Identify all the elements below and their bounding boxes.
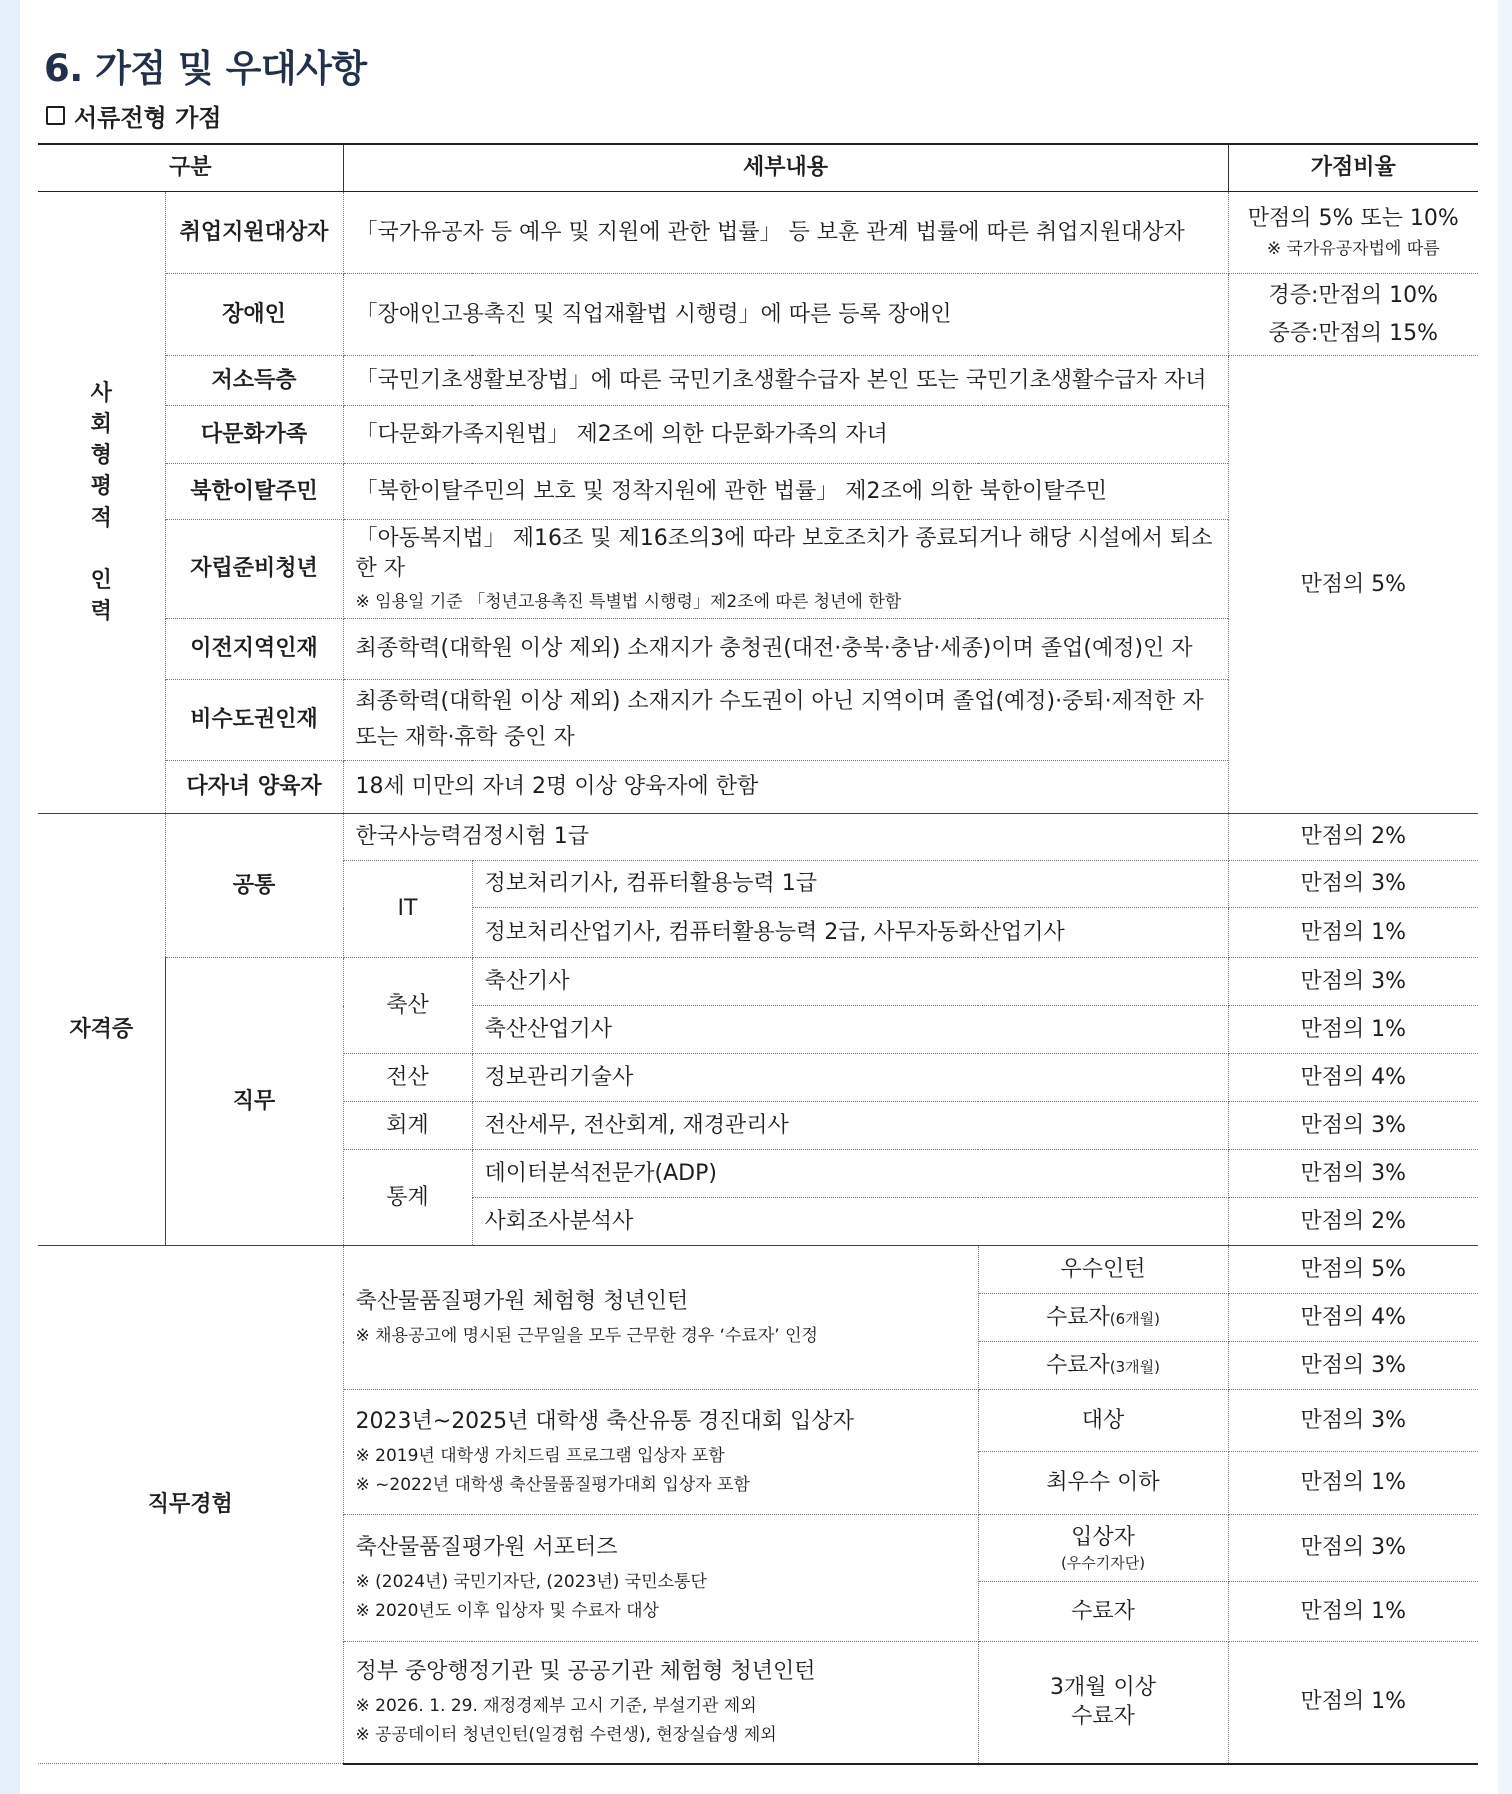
rate-text: 만점의 5% 또는 10% (1247, 206, 1459, 232)
group-social-text (88, 378, 114, 628)
exp-block-note: ※ 공공데이터 청년인턴(일경험 수련생), 현장실습생 제외 (355, 1725, 777, 1746)
vertical-char: 평 (90, 474, 112, 500)
detail-cell: 사회조사분석사 (472, 1198, 1228, 1246)
cat-statistics: 통계 (343, 1150, 472, 1246)
level-text: 3개월 이상 (1050, 1674, 1157, 1700)
rate-cell: 만점의 3% (1228, 1102, 1478, 1150)
detail-cell: 「국가유공자 등 예우 및 지원에 관한 법률」 등 보훈 관계 법률에 따른 취업지원대상자 (343, 192, 1228, 274)
rate-cell (1228, 274, 1478, 356)
sub-category: 다문화가족 (165, 406, 343, 464)
rate-text-2: 중증:만점의 15% (1268, 320, 1439, 346)
exp-block-note: ※ (2024년) 국민기자단, (2023년) 국민소통단 (355, 1571, 707, 1592)
vertical-char: 적 (90, 505, 112, 531)
left-margin-strip (0, 0, 20, 1794)
exp-block-detail (343, 1515, 978, 1642)
detail-text: 「아동복지법」 제16조 및 제16조의3에 따라 보호조치가 종료되거나 해당 시설에서 퇴소한 자 (355, 525, 1213, 581)
sub-category: 다자녀 양육자 (165, 761, 343, 814)
header-rate: 가점비율 (1228, 144, 1478, 192)
rate-cell (1228, 192, 1478, 274)
right-margin-strip (1498, 0, 1512, 1794)
header-category: 구분 (38, 144, 343, 192)
sub-category: 이전지역인재 (165, 619, 343, 680)
sub-category: 비수도권인재 (165, 680, 343, 761)
detail-text: 최종학력(대학원 이상 제외) 소재지가 수도권이 아닌 지역이며 졸업(예정)·중퇴·제적한 자 (355, 689, 1204, 715)
detail-cell: 한국사능력검정시험 1급 (343, 814, 1228, 861)
rate-cell: 만점의 3% (1228, 1390, 1478, 1452)
header-detail: 세부내용 (343, 144, 1228, 192)
level-cell (978, 1294, 1228, 1342)
cat-it: IT (343, 861, 472, 958)
vertical-char: 형 (90, 443, 112, 469)
rate-cell: 만점의 1% (1228, 1642, 1478, 1764)
page-title: 6. 가점 및 우대사항 (44, 47, 367, 90)
level-cell: 대상 (978, 1390, 1228, 1452)
table-row (38, 814, 1478, 861)
rate-note: ※ 국가유공자법에 따름 (1266, 238, 1440, 259)
shared-rate-cell: 만점의 5% (1228, 356, 1478, 814)
table-row (38, 1246, 1478, 1294)
rate-cell: 만점의 1% (1228, 908, 1478, 958)
section-subtitle-text: 서류전형 가점 (74, 104, 222, 132)
detail-cell: 축산기사 (472, 958, 1228, 1006)
level-small-text: (우수기자단) (1060, 1553, 1146, 1572)
rate-cell: 만점의 2% (1228, 814, 1478, 861)
exp-block-detail (343, 1390, 978, 1515)
detail-cell: 「국민기초생활보장법」에 따른 국민기초생활수급자 본인 또는 국민기초생활수급자 자녀 (343, 356, 1228, 406)
detail-note: ※ 임용일 기준 「청년고용촉진 특별법 시행령」제2조에 따른 청년에 한함 (355, 592, 902, 613)
detail-cell (343, 520, 1228, 619)
detail-cell: 최종학력(대학원 이상 제외) 소재지가 충청권(대전·충북·충남·세종)이며 졸업(예정)인 자 (343, 619, 1228, 680)
vertical-char: 사 (90, 380, 112, 406)
table-header-row (38, 144, 1478, 192)
detail-cell: 정보처리기사, 컴퓨터활용능력 1급 (472, 861, 1228, 908)
exp-block-title: 2023년~2025년 대학생 축산유통 경진대회 입상자 (355, 1409, 854, 1435)
vertical-char: 회 (90, 411, 112, 437)
detail-cell (343, 680, 1228, 761)
group-experience-label: 직무경험 (38, 1246, 343, 1764)
vertical-char (88, 534, 114, 565)
exp-block-title: 축산물품질평가원 체험형 청년인턴 (355, 1289, 689, 1315)
exp-block-note: ※ 2026. 1. 29. 재정경제부 고시 기준, 부설기관 제외 (355, 1696, 757, 1717)
rate-text: 경증:만점의 10% (1268, 282, 1439, 308)
level-text: 수료자 (1046, 1304, 1110, 1330)
bonus-points-table (38, 143, 1478, 1765)
level-cell: 수료자 (978, 1582, 1228, 1642)
level-text-2: 수료자 (1071, 1704, 1135, 1730)
level-small-text: (6개월) (1109, 1309, 1161, 1328)
rate-cell: 만점의 3% (1228, 1150, 1478, 1198)
exp-block-detail (343, 1246, 978, 1390)
exp-block-note: ※ 2020년도 이후 입상자 및 수료자 대상 (355, 1600, 659, 1621)
detail-cell: 「북한이탈주민의 보호 및 정착지원에 관한 법률」 제2조에 의한 북한이탈주민 (343, 464, 1228, 520)
rate-cell: 만점의 3% (1228, 1515, 1478, 1582)
cat-livestock: 축산 (343, 958, 472, 1054)
rate-cell: 만점의 1% (1228, 1452, 1478, 1515)
rate-cell: 만점의 4% (1228, 1054, 1478, 1102)
vertical-char: 력 (90, 599, 112, 625)
exp-block-title: 정부 중앙행정기관 및 공공기관 체험형 청년인턴 (355, 1659, 816, 1685)
detail-cell: 18세 미만의 자녀 2명 이상 양육자에 한함 (343, 761, 1228, 814)
vertical-char: 인 (90, 567, 112, 593)
rate-cell: 만점의 3% (1228, 861, 1478, 908)
rate-cell: 만점의 5% (1228, 1246, 1478, 1294)
level-cell (978, 1515, 1228, 1582)
exp-block-note: ※ ~2022년 대학생 축산물품질평가대회 입상자 포함 (355, 1474, 750, 1495)
level-small-text: (3개월) (1109, 1357, 1161, 1376)
rate-cell: 만점의 1% (1228, 1006, 1478, 1054)
sub-category: 저소득층 (165, 356, 343, 406)
exp-block-detail (343, 1642, 978, 1764)
level-cell (978, 1642, 1228, 1764)
sub-job-label: 직무 (165, 958, 343, 1246)
exp-block-note: ※ 채용공고에 명시된 근무일을 모두 근무한 경우 ‘수료자’ 인정 (355, 1325, 818, 1346)
group-social-label (38, 192, 165, 814)
sub-category: 취업지원대상자 (165, 192, 343, 274)
sub-category: 장애인 (165, 274, 343, 356)
level-text: 수료자 (1046, 1352, 1110, 1378)
rate-cell: 만점의 3% (1228, 1342, 1478, 1390)
rate-cell: 만점의 4% (1228, 1294, 1478, 1342)
level-cell (978, 1342, 1228, 1390)
section-subtitle (46, 98, 221, 133)
checkbox-square-icon (46, 106, 65, 125)
table-row (38, 958, 1478, 1006)
cat-accounting: 회계 (343, 1102, 472, 1150)
table-row (38, 274, 1478, 356)
level-text: 입상자 (1071, 1525, 1135, 1551)
rate-cell: 만점의 2% (1228, 1198, 1478, 1246)
detail-cell: 「다문화가족지원법」 제2조에 의한 다문화가족의 자녀 (343, 406, 1228, 464)
detail-cell: 데이터분석전문가(ADP) (472, 1150, 1228, 1198)
rate-cell: 만점의 1% (1228, 1582, 1478, 1642)
detail-cell: 「장애인고용촉진 및 직업재활법 시행령」에 따른 등록 장애인 (343, 274, 1228, 356)
detail-cell: 전산세무, 전산회계, 재경관리사 (472, 1102, 1228, 1150)
table-row (38, 192, 1478, 274)
level-cell: 최우수 이하 (978, 1452, 1228, 1515)
exp-block-note: ※ 2019년 대학생 가치드림 프로그램 입상자 포함 (355, 1445, 725, 1466)
sub-common-label: 공통 (165, 814, 343, 958)
group-cert-label: 자격증 (38, 814, 165, 1246)
cat-computing: 전산 (343, 1054, 472, 1102)
detail-cell: 축산산업기사 (472, 1006, 1228, 1054)
detail-cell: 정보관리기술사 (472, 1054, 1228, 1102)
table-row (38, 356, 1478, 406)
level-text: 우수인턴 (1060, 1256, 1146, 1282)
level-cell (978, 1246, 1228, 1294)
detail-cell: 정보처리산업기사, 컴퓨터활용능력 2급, 사무자동화산업기사 (472, 908, 1228, 958)
sub-category: 자립준비청년 (165, 520, 343, 619)
exp-block-title: 축산물품질평가원 서포터즈 (355, 1535, 618, 1561)
rate-cell: 만점의 3% (1228, 958, 1478, 1006)
detail-text-2: 또는 재학·휴학 중인 자 (355, 725, 575, 750)
sub-category: 북한이탈주민 (165, 464, 343, 520)
